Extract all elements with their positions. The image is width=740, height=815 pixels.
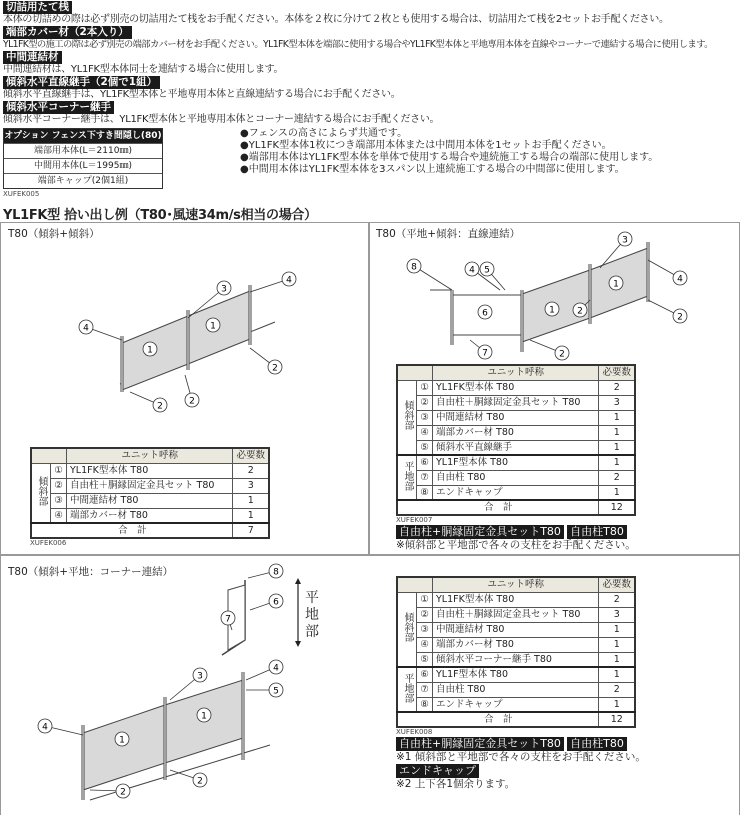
- item-number: ②: [417, 607, 433, 622]
- item-qty: 3: [599, 395, 635, 410]
- item-number: ⑥: [417, 667, 433, 682]
- parts-table-1: [30, 447, 270, 539]
- item-qty: 1: [599, 622, 635, 637]
- callout-number: 2: [189, 396, 195, 407]
- item-name: YL1F型本体 T80: [433, 455, 599, 470]
- item-number: ①: [417, 380, 433, 395]
- parts-block-2: [396, 364, 636, 552]
- callout-number: 7: [225, 614, 231, 625]
- table-row: [397, 485, 635, 500]
- item-name: 中間連結材 T80: [433, 410, 599, 425]
- callout-number: 1: [210, 321, 216, 332]
- group-label-text: 平地部: [402, 460, 413, 491]
- bullet-item: ●端部用本体はYL1FK型本体を単体で使用する場合や連続施工する場合の端部に使用します。: [240, 152, 659, 163]
- group-label-slope: [397, 592, 417, 667]
- note-tag: 端部カバー材（2本入り）: [3, 26, 132, 39]
- item-qty: 2: [599, 682, 635, 697]
- table-header-blank: [31, 448, 67, 463]
- callout-number: 5: [273, 686, 279, 697]
- group-label-flat: [397, 667, 417, 712]
- item-qty: 2: [599, 380, 635, 395]
- figure-code: XUFEK005: [3, 190, 40, 198]
- figure-code: XUFEK006: [30, 539, 67, 547]
- callout-number: 4: [83, 323, 89, 334]
- item-name: YL1FK型本体 T80: [67, 463, 233, 478]
- bullet-item: ●YL1FK型本体1枚につき端部用本体または中間用本体を1セットお手配ください。: [240, 140, 612, 151]
- parts-table-2: [396, 364, 636, 516]
- table-row: [397, 380, 635, 395]
- table-header-name: ユニット呼称: [433, 365, 599, 380]
- item-number: ⑥: [417, 455, 433, 470]
- option-row: 中間用本体(L＝1995㎜): [4, 158, 162, 173]
- callout-number: 7: [482, 348, 488, 359]
- end-cap-tag: エンドキャップ: [396, 764, 479, 778]
- flat-section-label: 平地部: [305, 590, 319, 640]
- callout-number: 1: [201, 711, 207, 722]
- note-tag: 中間連結材: [3, 51, 62, 64]
- table-header-qty: 必要数: [599, 365, 635, 380]
- group-label-text: 傾斜部: [402, 400, 413, 431]
- callout-number: 5: [484, 265, 490, 276]
- panel-title: T80（平地+傾斜：直線連結）: [376, 228, 521, 240]
- item-qty: 1: [599, 697, 635, 712]
- callout-number: 8: [273, 567, 279, 578]
- callout-number: 1: [613, 279, 619, 290]
- total-qty: 12: [599, 500, 635, 515]
- group-label-flat: [397, 455, 417, 500]
- callout-number: 8: [411, 262, 417, 273]
- table-header-qty: 必要数: [599, 577, 635, 592]
- callout-number: 4: [469, 265, 475, 276]
- table-header-name: ユニット呼称: [67, 448, 233, 463]
- item-number: ⑤: [417, 652, 433, 667]
- callout-number: 2: [272, 363, 278, 374]
- table-row: [397, 697, 635, 712]
- fence-panel: [83, 705, 165, 790]
- option-row: 端部用本体(L＝2110㎜): [4, 143, 162, 158]
- item-qty: 1: [599, 410, 635, 425]
- item-number: ⑦: [417, 470, 433, 485]
- table-row: [397, 622, 635, 637]
- panel-title: T80（傾斜+傾斜）: [8, 228, 100, 240]
- callout-number: 3: [622, 235, 628, 246]
- callout-number: 2: [559, 349, 565, 360]
- item-name: 傾斜水平コーナー継手 T80: [433, 652, 599, 667]
- item-name: エンドキャップ: [433, 697, 599, 712]
- callout-number: 1: [549, 305, 555, 316]
- table-row: [397, 425, 635, 440]
- group-label-text: 傾斜部: [36, 475, 47, 506]
- total-row: [31, 523, 269, 538]
- note-text: 中間連結材は、YL1FK型本体同士を連結する場合に使用します。: [3, 64, 284, 75]
- parts-table-3: [396, 576, 636, 728]
- item-number: ①: [51, 463, 67, 478]
- bullet-item: ●中間用本体はYL1FK型本体を3スパン以上連続施工する場合の中間部に使用します。: [240, 164, 625, 175]
- table-row: [397, 470, 635, 485]
- item-qty: 3: [233, 478, 269, 493]
- parts-block-3: [396, 576, 646, 791]
- item-qty: 1: [599, 455, 635, 470]
- item-number: ③: [417, 622, 433, 637]
- item-number: ④: [417, 425, 433, 440]
- item-qty: 1: [599, 652, 635, 667]
- callout-number: 2: [677, 312, 683, 323]
- figure-code: XUFEK008: [396, 728, 433, 736]
- item-qty: 1: [599, 667, 635, 682]
- item-qty: 1: [233, 493, 269, 508]
- table-row: [397, 395, 635, 410]
- item-qty: 3: [599, 607, 635, 622]
- item-number: ⑧: [417, 485, 433, 500]
- callout-number: 1: [147, 345, 153, 356]
- post-tag: 自由柱T80: [567, 737, 627, 751]
- item-number: ④: [51, 508, 67, 523]
- callout-number: 2: [157, 401, 163, 412]
- callout-number: 3: [197, 671, 203, 682]
- callout-number: 4: [286, 275, 292, 286]
- item-number: ②: [51, 478, 67, 493]
- item-number: ⑤: [417, 440, 433, 455]
- table-row: [31, 463, 269, 478]
- table-header-blank: [397, 365, 433, 380]
- item-name: YL1FK型本体 T80: [433, 380, 599, 395]
- total-row: [397, 500, 635, 515]
- post-tags: [396, 737, 627, 751]
- callout-number: 2: [577, 306, 583, 317]
- item-name: 自由柱 T80: [433, 470, 599, 485]
- item-name: 自由柱＋胴縁固定金具セット T80: [433, 395, 599, 410]
- item-name: 端部カバー材 T80: [67, 508, 233, 523]
- callout-number: 2: [120, 787, 126, 798]
- note-text: 傾斜水平コーナー継手は、YL1FK型本体と平地専用本体とコーナー連結する場合にお手配ください。: [3, 114, 440, 125]
- item-number: ①: [417, 592, 433, 607]
- table-row: [31, 493, 269, 508]
- total-label: 合 計: [397, 712, 599, 727]
- total-label: 合 計: [31, 523, 233, 538]
- item-name: YL1F型本体 T80: [433, 667, 599, 682]
- group-label-text: 平地部: [402, 672, 413, 703]
- item-name: 端部カバー材 T80: [433, 637, 599, 652]
- arrow-up-icon: [295, 578, 301, 584]
- callout-number: 3: [221, 284, 227, 295]
- post-tag: 自由柱+胴縁固定金具セットT80: [396, 525, 564, 539]
- callout-number: 2: [197, 776, 203, 787]
- post-tag: 自由柱+胴縁固定金具セットT80: [396, 737, 564, 751]
- table-row: [31, 508, 269, 523]
- table-row: [397, 652, 635, 667]
- table-row: [397, 682, 635, 697]
- bullet-item: ●フェンスの高さによらず共通です。: [240, 128, 408, 139]
- group-label-slope: [397, 380, 417, 455]
- item-qty: 1: [599, 637, 635, 652]
- callout-number: 6: [482, 308, 488, 319]
- note-text: 傾斜水平直線継手は、YL1FK型本体と平地専用本体と直線連結する場合にお手配ください。: [3, 89, 401, 100]
- table-header-name: ユニット呼称: [433, 577, 599, 592]
- item-name: 自由柱＋胴縁固定金具セット T80: [67, 478, 233, 493]
- item-name: 自由柱 T80: [433, 682, 599, 697]
- item-qty: 2: [233, 463, 269, 478]
- item-number: ②: [417, 395, 433, 410]
- item-qty: 2: [599, 592, 635, 607]
- item-qty: 1: [599, 425, 635, 440]
- total-qty: 7: [233, 523, 269, 538]
- group-label-text: 傾斜部: [402, 612, 413, 643]
- item-name: 端部カバー材 T80: [433, 425, 599, 440]
- item-number: ③: [51, 493, 67, 508]
- item-name: エンドキャップ: [433, 485, 599, 500]
- panel-title: T80（傾斜+平地：コーナー連結）: [8, 566, 174, 578]
- item-qty: 2: [599, 470, 635, 485]
- post-tags: [396, 525, 627, 539]
- note-tag: 切詰用たて桟: [3, 1, 72, 14]
- table-row: [31, 478, 269, 493]
- note-tag: 傾斜水平コーナー継手: [3, 101, 114, 114]
- item-qty: 1: [233, 508, 269, 523]
- option-title: オプション フェンス下すき間隠し(80): [4, 131, 162, 141]
- callout-number: 4: [42, 722, 48, 733]
- item-number: ⑦: [417, 682, 433, 697]
- callout-number: 4: [677, 274, 683, 285]
- note-text: 本体の切詰めの際は必ず別売の切詰用たて桟をお手配ください。本体を２枚に分けて２枚とも使用する場合は、切詰用たて桟を2セットお手配ください。: [3, 14, 669, 25]
- item-name: YL1FK型本体 T80: [433, 592, 599, 607]
- item-name: 中間連結材 T80: [67, 493, 233, 508]
- option-row: 端部キャップ(2個1組): [4, 173, 162, 188]
- post-tag: 自由柱T80: [567, 525, 627, 539]
- item-name: 傾斜水平直線継手: [433, 440, 599, 455]
- total-row: [397, 712, 635, 727]
- item-qty: 1: [599, 440, 635, 455]
- note-text: YL1FK型の施工の際は必ず別売の端部カバー材をお手配ください。YL1FK型本体を端部に使用する場合やYL1FK型本体と平地専用本体を直線やコーナーで連結する場合に使用します。: [3, 39, 713, 50]
- arrow-down-icon: [295, 641, 301, 647]
- section-heading: YL1FK型 拾い出し例（T80･風速34m/s相当の場合）: [3, 208, 317, 223]
- callout-number: 4: [273, 663, 279, 674]
- table-row: [397, 592, 635, 607]
- figure-code: XUFEK007: [396, 516, 433, 524]
- item-name: 中間連結材 T80: [433, 622, 599, 637]
- table-row: [397, 410, 635, 425]
- table-row: [397, 637, 635, 652]
- table-row: [397, 607, 635, 622]
- table-header-blank: [397, 577, 433, 592]
- item-name: 自由柱＋胴縁固定金具セット T80: [433, 607, 599, 622]
- item-number: ⑧: [417, 697, 433, 712]
- total-label: 合 計: [397, 500, 599, 515]
- note-text: ※1 傾斜部と平地部で各々の支柱をお手配ください。: [396, 751, 646, 763]
- item-number: ④: [417, 637, 433, 652]
- note-tag: 傾斜水平直線継手（2個で1組）: [3, 76, 160, 89]
- group-label-slope: [31, 463, 51, 523]
- total-qty: 12: [599, 712, 635, 727]
- table-row: [397, 667, 635, 682]
- table-row: [397, 455, 635, 470]
- table-row: [397, 440, 635, 455]
- item-qty: 1: [599, 485, 635, 500]
- note-text: ※2 上下各1個余ります。: [396, 778, 516, 790]
- table-header-qty: 必要数: [233, 448, 269, 463]
- note-text: ※傾斜部と平地部で各々の支柱をお手配ください。: [396, 539, 636, 551]
- callout-number: 6: [273, 597, 279, 608]
- parts-block-1: [30, 447, 270, 548]
- callout-number: 1: [119, 735, 125, 746]
- item-number: ③: [417, 410, 433, 425]
